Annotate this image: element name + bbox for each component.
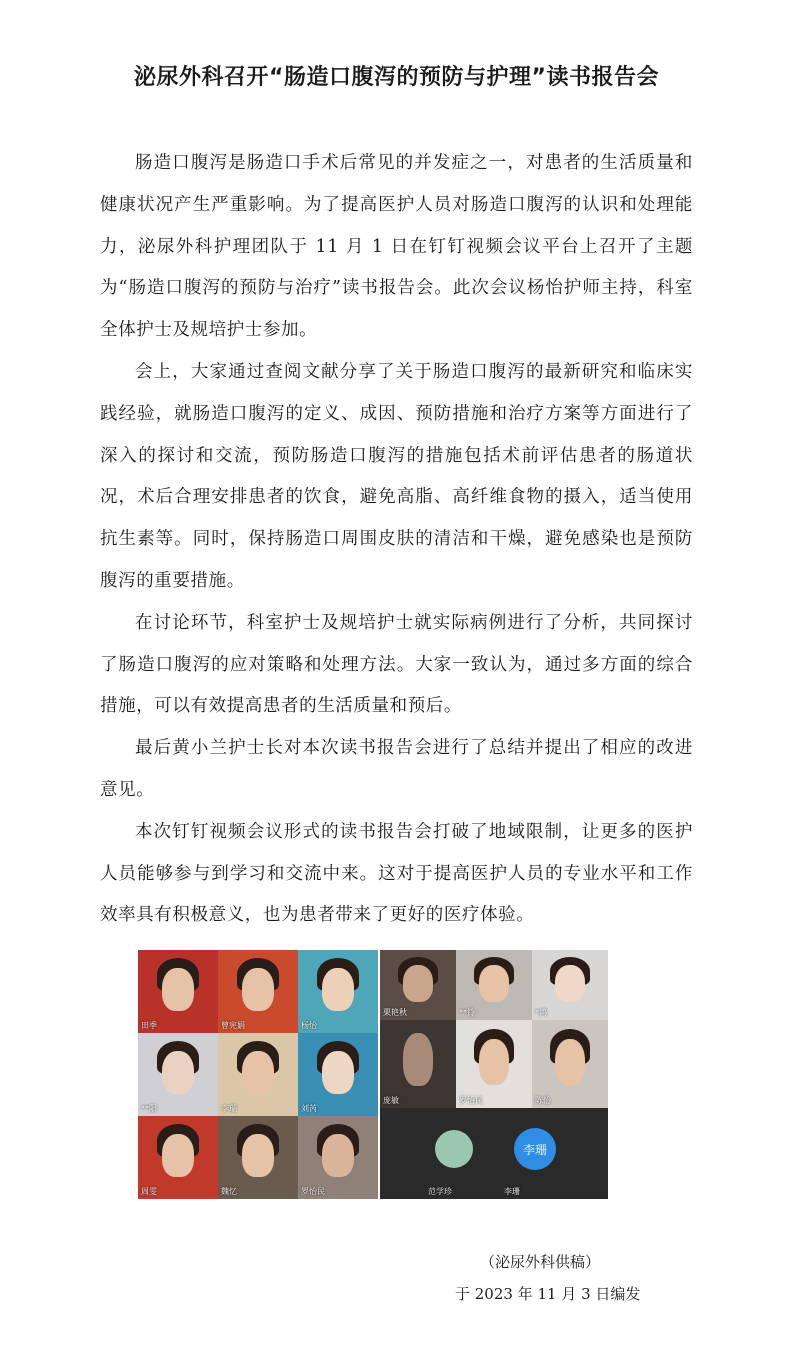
paragraph-5: 本次钉钉视频会议形式的读书报告会打破了地域限制，让更多的医护人员能够参与到学习和交流中来。这对于提高医护人员的专业水平和工作效率具有积极意义，也为患者带来了更好的医疗体验。 [100, 821, 693, 926]
participant-name: *鸿 [535, 1008, 547, 1017]
source-note: （泌尿外科供稿） [480, 1253, 601, 1271]
participant-tile [218, 950, 298, 1033]
participant-tile [298, 950, 378, 1033]
participant-name: 罗怡民 [301, 1187, 325, 1196]
meeting-screenshot-left [138, 950, 378, 1199]
avatar: 李珊 [514, 1128, 556, 1170]
paragraph-1: 肠造口腹泻是肠造口手术后常见的并发症之一，对患者的生活质量和健康状况产生严重影响。为了提高医护人员对肠造口腹泻的认识和处理能力，泌尿外科护理团队于 11 月 1 日在钉钉视频会议平台上召开了主题为“肠造口腹泻的预防与治疗”读书报告会。此次会议杨怡护师主持，科室全体护士及规培护士参加。 [100, 153, 693, 341]
paragraph-4: 最后黄小兰护士长对本次读书报告会进行了总结并提出了相应的改进意见。 [100, 738, 693, 800]
participant-name: 田季 [141, 1021, 157, 1030]
participant-tile [138, 1033, 218, 1116]
article-body [100, 143, 693, 937]
participant-tile [138, 1116, 218, 1199]
participant-name: 栗艳秋 [383, 1008, 407, 1017]
participant-tile [532, 1020, 608, 1108]
participant-tile [138, 950, 218, 1033]
participant-tile [456, 1020, 532, 1108]
paragraph-2: 会上，大家通过查阅文献分享了关于肠造口腹泻的最新研究和临床实践经验，就肠造口腹泻的定义、成因、预防措施和治疗方案等方面进行了深入的探讨和交流，预防肠造口腹泻的措施包括术前评估患者的肠道状况，术后合理安排患者的饮食，避免高脂、高纤维食物的摄入，适当使用抗生素等。同时，保持肠造口周围皮肤的清洁和干燥，避免感染也是预防腹泻的重要措施。 [100, 361, 693, 591]
meeting-screenshot-right [380, 950, 608, 1199]
participant-tile [380, 1020, 456, 1108]
publish-date: 于 2023 年 11 月 3 日编发 [455, 1285, 641, 1303]
participant-name: 庞敏 [383, 1096, 399, 1105]
participant-tile [218, 1116, 298, 1199]
paragraph-3: 在讨论环节，科室护士及规培护士就实际病例进行了分析，共同探讨了肠造口腹泻的应对策略和处理方法。大家一致认为，通过多方面的综合措施，可以有效提高患者的生活质量和预后。 [100, 612, 693, 717]
participant-name: 周雯 [141, 1187, 157, 1196]
participant-name: 李瑞 [221, 1104, 237, 1113]
participant-tile [298, 1116, 378, 1199]
participant-name: 范学珍 [428, 1187, 452, 1196]
mascot-avatar-icon [435, 1130, 473, 1168]
participant-name: **铃 [459, 1008, 475, 1017]
participant-tile [298, 1033, 378, 1116]
participant-name: 罗怡民 [459, 1096, 483, 1105]
meeting-photos [138, 950, 608, 1199]
participant-tile [380, 950, 456, 1020]
participant-name: 魏忆 [221, 1187, 237, 1196]
participant-tile [218, 1033, 298, 1116]
participant-name: **阳 [141, 1104, 157, 1113]
participant-tile [456, 950, 532, 1020]
participant-name: 陈怡 [535, 1096, 551, 1105]
participant-tile [532, 950, 608, 1020]
article-title: 泌尿外科召开“肠造口腹泻的预防与护理”读书报告会 [134, 65, 659, 90]
participant-name: 杨怡 [301, 1021, 317, 1030]
participant-name: 李珊 [504, 1187, 520, 1196]
participant-name: 曾宪娟 [221, 1021, 245, 1030]
participant-name: 刘芮 [301, 1104, 317, 1113]
avatar-row [380, 1108, 608, 1199]
